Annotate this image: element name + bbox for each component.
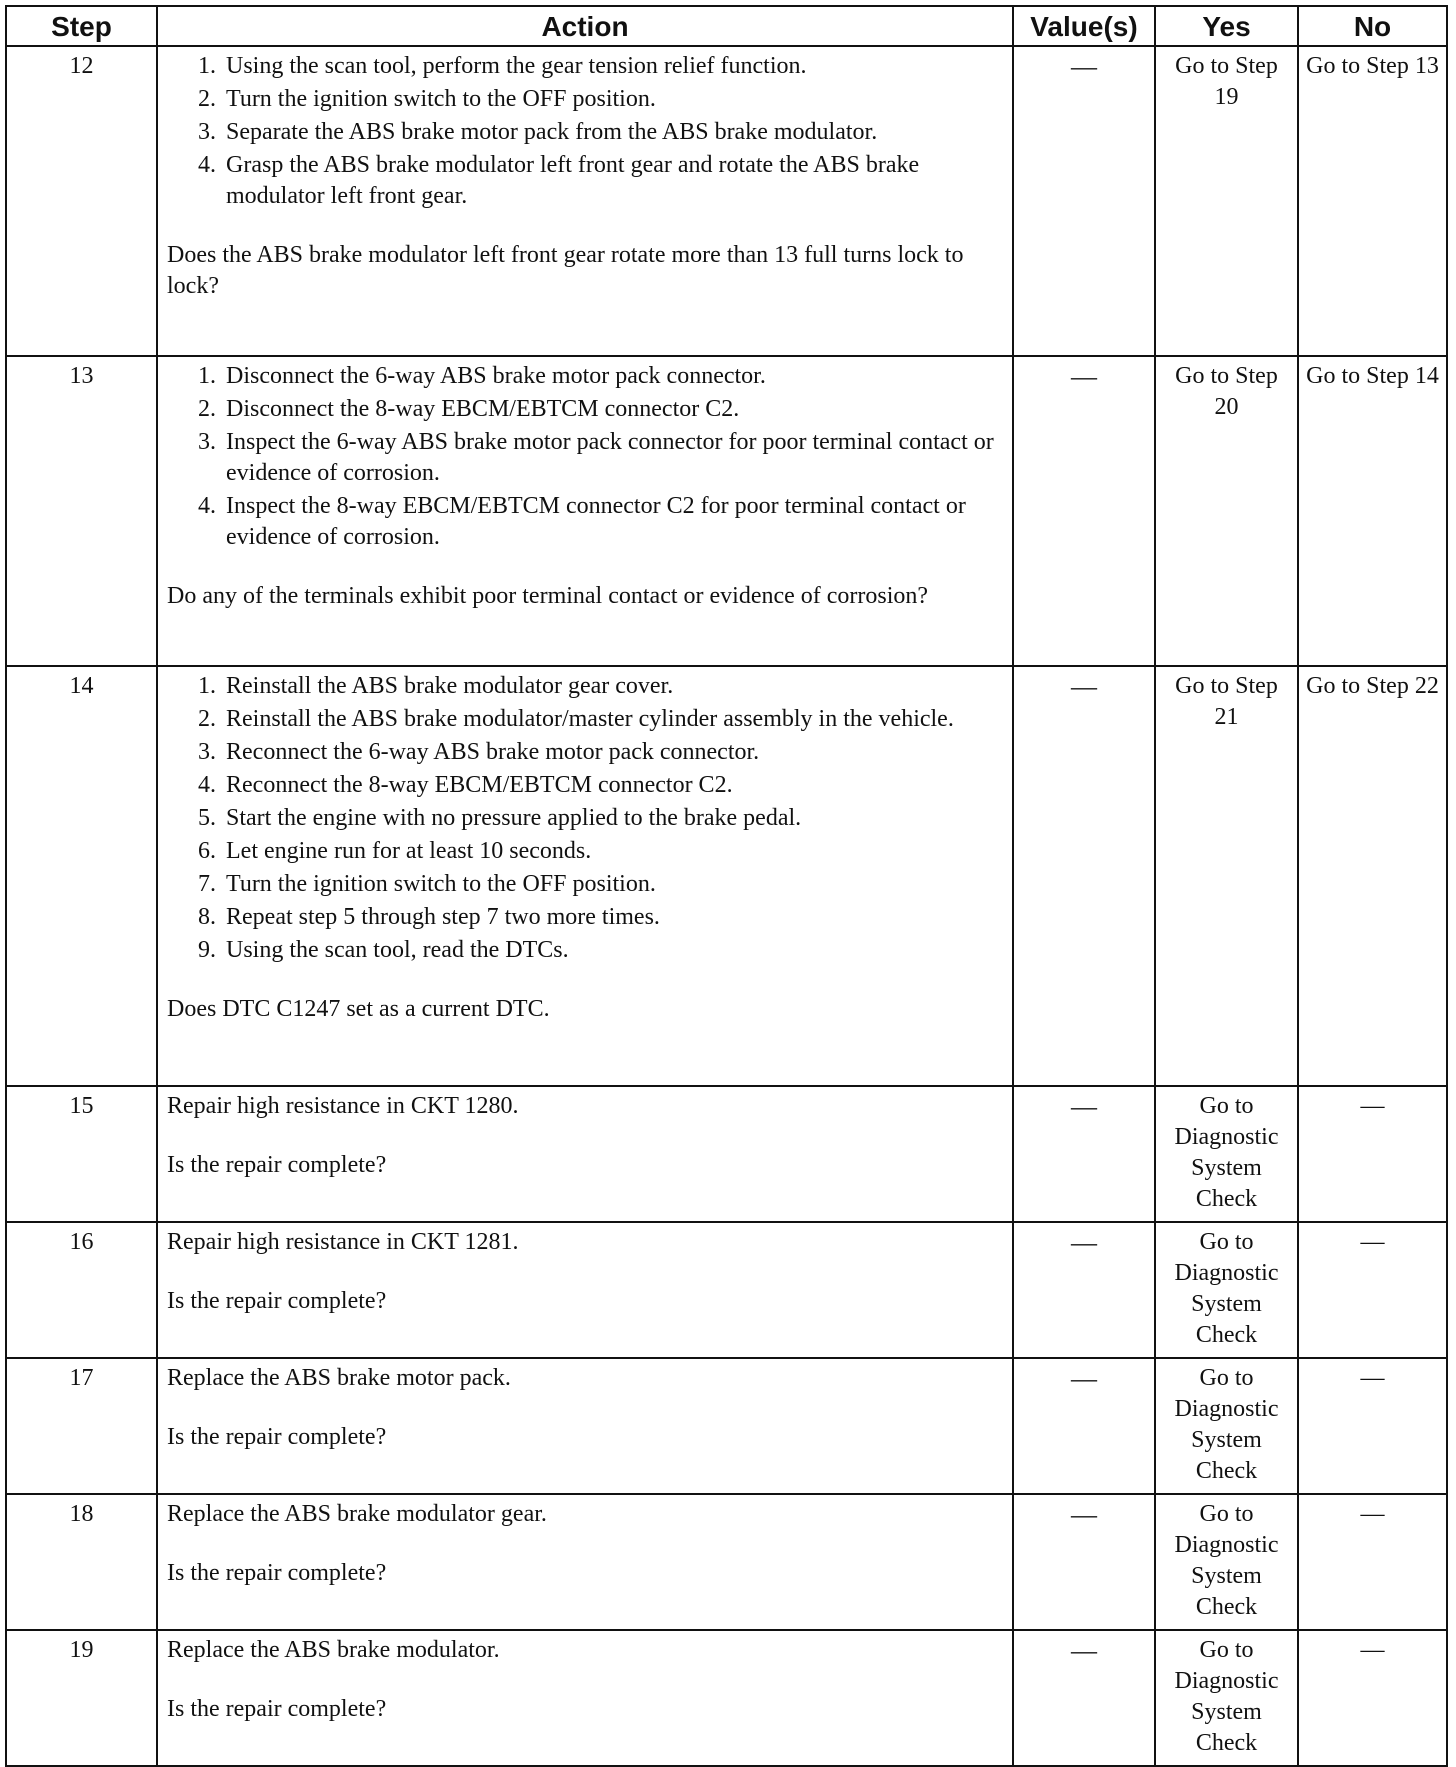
action-instruction: Replace the ABS brake modulator gear. (167, 1501, 547, 1527)
step-number: 19 (6, 1630, 157, 1766)
action-item: 1. Disconnect the 6-way ABS brake motor pack connector. (222, 361, 1002, 392)
yes-cell: Go to Step 20 (1155, 356, 1298, 666)
step-number: 12 (6, 46, 157, 356)
header-step: Step (6, 6, 157, 46)
action-cell (157, 1222, 1013, 1358)
table-row (6, 46, 1447, 356)
no-cell: Go to Step 14 (1298, 356, 1447, 666)
action-cell (157, 1494, 1013, 1630)
action-question: Is the repair complete? (167, 1696, 387, 1722)
table-row (6, 1630, 1447, 1766)
value-cell: — (1013, 1086, 1155, 1222)
header-action: Action (157, 6, 1013, 46)
table-row (6, 666, 1447, 1086)
value-cell: — (1013, 1630, 1155, 1766)
action-question: Is the repair complete? (167, 1288, 387, 1314)
action-item: 3. Inspect the 6-way ABS brake motor pack connector for poor terminal contact or evidence of corrosion. (222, 427, 1002, 489)
table-row (6, 1222, 1447, 1358)
yes-cell: Go to Diagnostic System Check (1155, 1086, 1298, 1222)
action-question: Is the repair complete? (167, 1560, 387, 1586)
action-item: 5. Start the engine with no pressure applied to the brake pedal. (222, 803, 1002, 834)
action-item: 2. Disconnect the 8-way EBCM/EBTCM connector C2. (222, 394, 1002, 425)
action-cell (157, 46, 1013, 356)
yes-cell: Go to Diagnostic System Check (1155, 1222, 1298, 1358)
action-item: 1. Using the scan tool, perform the gear tension relief function. (222, 51, 1002, 82)
header-yes: Yes (1155, 6, 1298, 46)
action-instruction: Repair high resistance in CKT 1281. (167, 1229, 519, 1255)
no-cell: Go to Step 13 (1298, 46, 1447, 356)
action-item: 3. Reconnect the 6-way ABS brake motor pack connector. (222, 737, 1002, 768)
table-row (6, 1086, 1447, 1222)
action-item: 4. Reconnect the 8-way EBCM/EBTCM connector C2. (222, 770, 1002, 801)
step-number: 13 (6, 356, 157, 666)
yes-cell: Go to Diagnostic System Check (1155, 1494, 1298, 1630)
action-instruction: Replace the ABS brake modulator. (167, 1637, 500, 1663)
action-list (167, 671, 1002, 966)
action-item: 1. Reinstall the ABS brake modulator gear cover. (222, 671, 1002, 702)
no-cell: — (1298, 1630, 1447, 1766)
value-cell: — (1013, 1222, 1155, 1358)
value-cell: — (1013, 666, 1155, 1086)
action-cell (157, 666, 1013, 1086)
action-item: 4. Inspect the 8-way EBCM/EBTCM connector C2 for poor terminal contact or evidence of corrosion. (222, 491, 1002, 553)
yes-cell: Go to Step 21 (1155, 666, 1298, 1086)
no-cell: — (1298, 1358, 1447, 1494)
action-item: 2. Turn the ignition switch to the OFF position. (222, 84, 1002, 115)
no-cell: — (1298, 1222, 1447, 1358)
action-question: Is the repair complete? (167, 1424, 387, 1450)
action-list (167, 361, 1002, 553)
yes-cell: Go to Diagnostic System Check (1155, 1630, 1298, 1766)
header-no: No (1298, 6, 1447, 46)
action-cell (157, 1630, 1013, 1766)
table-row (6, 1494, 1447, 1630)
value-cell: — (1013, 1358, 1155, 1494)
action-item: 2. Reinstall the ABS brake modulator/master cylinder assembly in the vehicle. (222, 704, 1002, 735)
step-number: 14 (6, 666, 157, 1086)
action-question: Do any of the terminals exhibit poor terminal contact or evidence of corrosion? (167, 583, 929, 609)
action-item: 9. Using the scan tool, read the DTCs. (222, 935, 1002, 966)
action-instruction: Repair high resistance in CKT 1280. (167, 1093, 519, 1119)
no-cell: — (1298, 1086, 1447, 1222)
value-cell: — (1013, 46, 1155, 356)
value-cell: — (1013, 356, 1155, 666)
no-cell: Go to Step 22 (1298, 666, 1447, 1086)
yes-cell: Go to Diagnostic System Check (1155, 1358, 1298, 1494)
action-instruction: Replace the ABS brake motor pack. (167, 1365, 511, 1391)
action-item: 6. Let engine run for at least 10 seconds. (222, 836, 1002, 867)
action-question: Is the repair complete? (167, 1152, 387, 1178)
table-row (6, 356, 1447, 666)
header-values: Value(s) (1013, 6, 1155, 46)
action-item: 3. Separate the ABS brake motor pack from the ABS brake modulator. (222, 117, 1002, 148)
action-item: 8. Repeat step 5 through step 7 two more times. (222, 902, 1002, 933)
step-number: 15 (6, 1086, 157, 1222)
diagnostic-table (5, 5, 1448, 1767)
action-cell (157, 356, 1013, 666)
action-item: 4. Grasp the ABS brake modulator left front gear and rotate the ABS brake modulator left front gear. (222, 150, 1002, 212)
step-number: 16 (6, 1222, 157, 1358)
action-question: Does the ABS brake modulator left front gear rotate more than 13 full turns lock to lock? (167, 242, 964, 299)
value-cell: — (1013, 1494, 1155, 1630)
header-row (6, 6, 1447, 46)
action-list (167, 51, 1002, 212)
no-cell: — (1298, 1494, 1447, 1630)
table-row (6, 1358, 1447, 1494)
action-question: Does DTC C1247 set as a current DTC. (167, 996, 550, 1022)
action-cell (157, 1358, 1013, 1494)
yes-cell: Go to Step 19 (1155, 46, 1298, 356)
action-cell (157, 1086, 1013, 1222)
action-item: 7. Turn the ignition switch to the OFF position. (222, 869, 1002, 900)
step-number: 17 (6, 1358, 157, 1494)
step-number: 18 (6, 1494, 157, 1630)
